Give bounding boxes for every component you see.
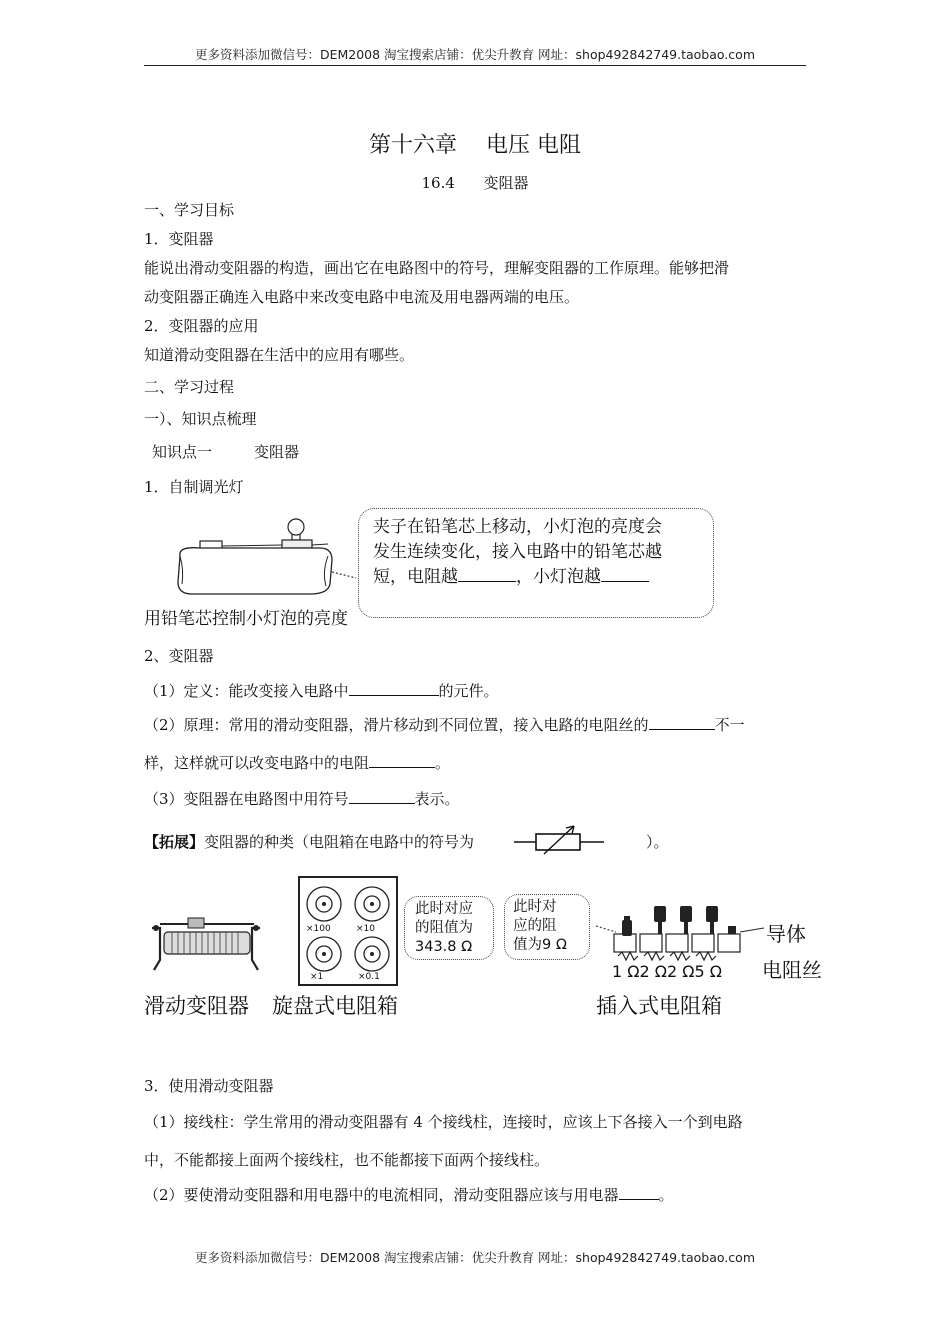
knowledge-point-label: 知识点一 <box>152 443 213 461</box>
lamp-bubble-line1: 夹子在铅笔芯上移动，小灯泡的亮度会 <box>373 517 662 537</box>
rheostat-heading: 2、变阻器 <box>144 647 214 665</box>
pencil-lamp-figure <box>170 512 370 612</box>
rotary-bubble <box>404 896 494 960</box>
use-heading: 3．使用滑动变阻器 <box>144 1077 274 1095</box>
blank-resistance[interactable] <box>458 566 516 582</box>
rotary-bubble-line2: 的阻值为 <box>415 920 473 936</box>
page-header: 更多资料添加微信号：DEM2008 淘宝搜索店铺：优尖升教育 网址：shop492842749.taobao.com <box>194 47 756 62</box>
slide-rheostat-figure <box>146 912 266 976</box>
bulb-icon <box>288 519 304 535</box>
dial-label-10: ×10 <box>356 924 375 934</box>
blank-principle-length[interactable] <box>649 714 715 730</box>
goal1-heading: 1．变阻器 <box>144 230 214 248</box>
review-heading: 一）、知识点梳理 <box>144 410 257 428</box>
dial-label-100: ×100 <box>306 924 331 934</box>
definition-line: （1）定义：能改变接入电路中 的元件。 <box>144 682 499 700</box>
use2-line: （2）要使滑动变阻器和用电器中的电流相同，滑动变阻器应该与用电器 。 <box>144 1186 674 1204</box>
principle-line1: （2）原理：常用的滑动变阻器，滑片移动到不同位置，接入电路的电阻丝的 不一 <box>144 716 745 734</box>
lamp-heading: 1．自制调光灯 <box>144 478 244 496</box>
goal2-heading: 2．变阻器的应用 <box>144 317 259 335</box>
extension-label: 【拓展】 <box>144 833 205 851</box>
label-conductor: 导体 <box>766 922 806 946</box>
label-resistance-wire: 电阻丝 <box>762 958 822 982</box>
plug-box-figure <box>596 898 766 968</box>
caption-slide-rheostat: 滑动变阻器 <box>144 994 249 1018</box>
plug-bubble-line2: 应的阻 <box>513 918 557 934</box>
blank-connection[interactable] <box>619 1184 659 1200</box>
resistance-box-symbol <box>514 822 604 856</box>
plug-bubble <box>504 894 590 960</box>
section-title <box>0 172 950 193</box>
plug-values: 1 Ω2 Ω2 Ω5 Ω <box>612 962 722 981</box>
blank-brightness[interactable] <box>601 566 649 582</box>
rotary-box-figure <box>298 876 398 986</box>
goal1-line1: 能说出滑动变阻器的构造，画出它在电路图中的符号，理解变阻器的工作原理。能够把滑 <box>144 259 730 277</box>
dial-label-1: ×1 <box>310 972 324 982</box>
goals-heading: 一、学习目标 <box>144 201 235 219</box>
caption-rotary-box: 旋盘式电阻箱 <box>272 994 398 1018</box>
blank-symbol[interactable] <box>349 788 415 804</box>
header-rule <box>144 65 806 66</box>
use1-line1: （1）接线柱：学生常用的滑动变阻器有 4 个接线柱，连接时，应该上下各接入一个到电路 <box>144 1113 743 1131</box>
lamp-bubble-line2: 发生连续变化，接入电路中的铅笔芯越 <box>373 542 662 562</box>
extension-line: 【拓展】变阻器的种类（电阻箱在电路中的符号为 <box>144 833 475 851</box>
goal2-line: 知道滑动变阻器在生活中的应用有哪些。 <box>144 346 415 364</box>
extension-close: ）。 <box>646 833 669 851</box>
lamp-bubble-line3: 短，电阻越 ，小灯泡越 <box>373 565 701 590</box>
plug-bubble-line1: 此时对 <box>513 899 557 915</box>
lamp-bubble <box>358 508 714 618</box>
rotary-bubble-line1: 此时对应 <box>415 901 473 917</box>
rotary-bubble-line3: 343.8 Ω <box>415 939 473 955</box>
goal1-line2: 动变阻器正确连入电路中来改变电路中电流及用电器两端的电压。 <box>144 288 580 306</box>
knowledge-point-title: 变阻器 <box>254 443 300 461</box>
process-heading: 二、学习过程 <box>144 378 235 396</box>
blank-definition[interactable] <box>349 680 439 696</box>
symbol-line: （3）变阻器在电路图中用符号 表示。 <box>144 790 460 808</box>
knowledge-point <box>152 442 299 462</box>
section-name: 变阻器 <box>483 174 529 192</box>
section-number: 16.4 <box>421 174 455 192</box>
blank-principle-resistance[interactable] <box>369 752 435 768</box>
principle-line2: 样，这样就可以改变电路中的电阻 。 <box>144 754 451 772</box>
dial-label-0-1: ×0.1 <box>358 972 380 982</box>
chapter-title: 第十六章 电压 电阻 <box>369 133 581 158</box>
lamp-caption: 用铅笔芯控制小灯泡的亮度 <box>144 609 348 629</box>
plug-bubble-line3: 值为9 Ω <box>513 937 567 953</box>
use1-line2: 中，不能都接上面两个接线柱，也不能都接下面两个接线柱。 <box>144 1151 550 1169</box>
page-footer: 更多资料添加微信号：DEM2008 淘宝搜索店铺：优尖升教育 网址：shop492842749.taobao.com <box>194 1250 756 1265</box>
caption-plug-box: 插入式电阻箱 <box>596 994 722 1018</box>
